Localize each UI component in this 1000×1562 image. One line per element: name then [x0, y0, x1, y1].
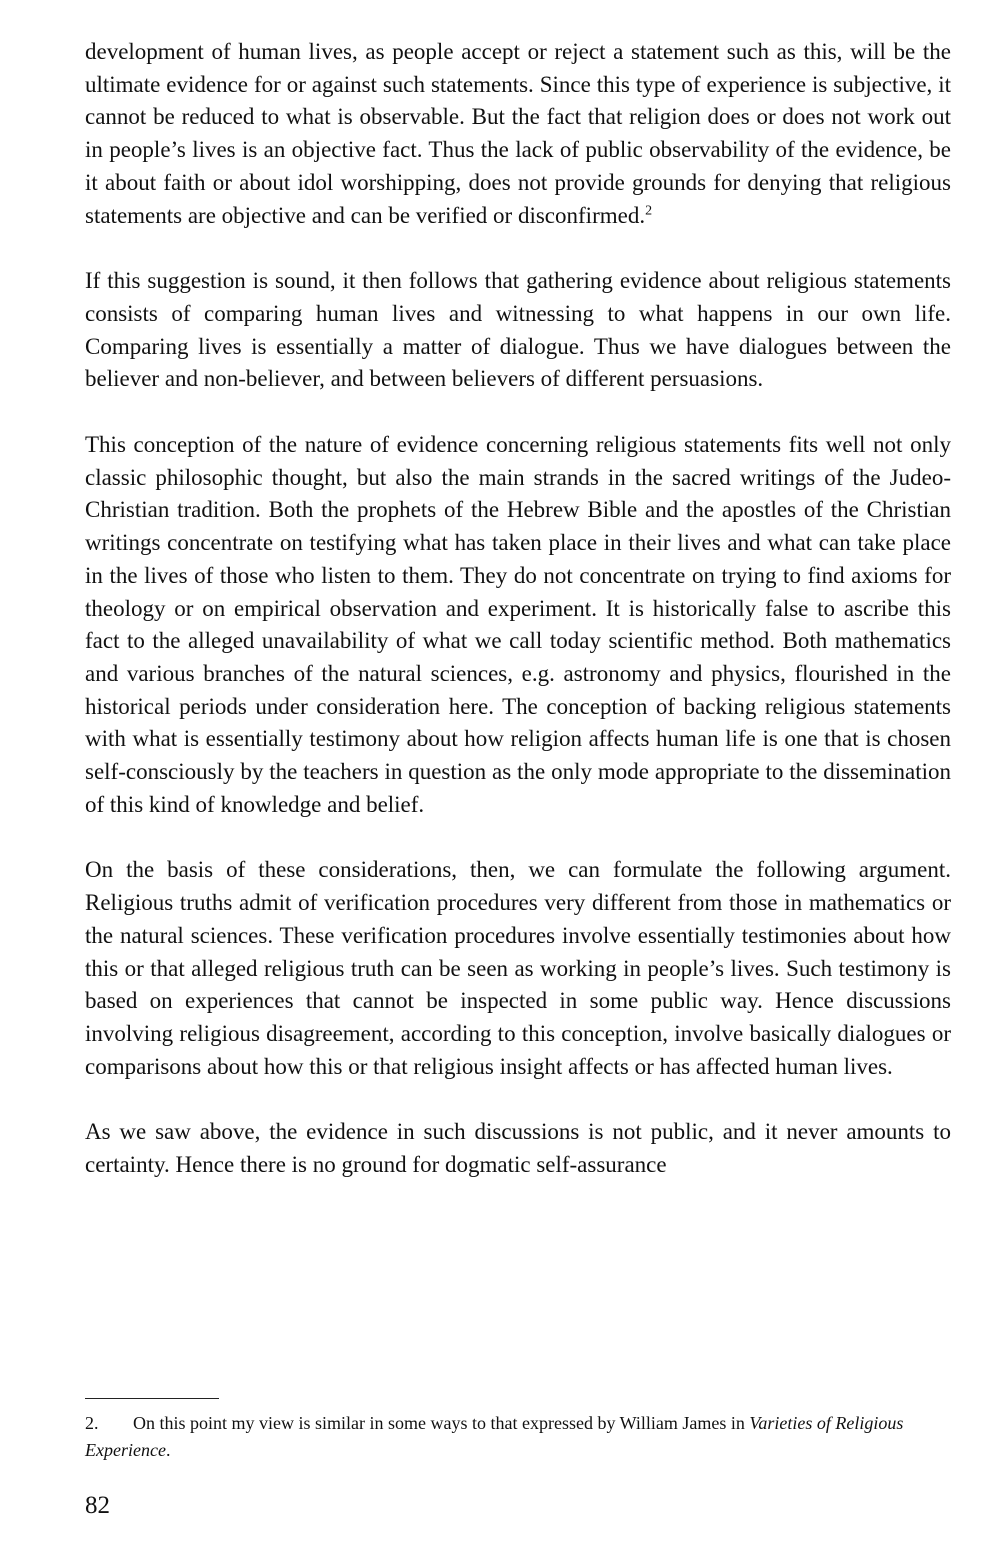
body-text — [85, 36, 951, 1182]
footnote — [85, 1410, 951, 1464]
footnote-divider — [85, 1398, 219, 1399]
paragraph-4: On the basis of these considerations, then, we can formulate the following argument. Religious truths admit of verification procedures very different from those in mathematics or the natural sciences. These verification procedures involve essentially testimonies about how this or that alleged religious truth can be seen as working in people’s lives. Such testimony is based on experiences that cannot be inspected in some public way. Hence discussions involving religious disagreement, according to this conception, involve basically dialogues or comparisons about how this or that religious insight affects or has affected human lives. — [85, 857, 951, 1079]
footnote-end: . — [165, 1440, 171, 1460]
paragraph-1-text: development of human lives, as people accept or reject a statement such as this, will be the ultimate evidence for or against such statements. Since this type of experience is subjective, it cannot be reduced to what is observable. But the fact that religion does or does not work out in people’s lives is an objective fact. Thus the lack of public observability of the evidence, be it about faith or about idol worshipping, does not provide grounds for denying that religious statements are objective and can be verified or disconfirmed. — [85, 39, 951, 228]
page-number: 82 — [85, 1492, 110, 1519]
paragraph-1 — [85, 36, 951, 232]
footnote-book-title: Varieties of Religious Experience — [85, 1413, 904, 1460]
paragraph-3: This conception of the nature of evidence concerning religious statements fits well not only classic philosophic thought, but also the main strands in the sacred writings of the Judeo-Christian tradition. Both the prophets of the Hebrew Bible and the apostles of the Christian writings concentrate on testifying what has taken place in their lives and what can take place in the lives of those who listen to them. They do not concentrate on trying to find axioms for theology or on empirical observation and experiment. It is historically false to ascribe this fact to the alleged unavailability of what we call today scientific method. Both mathematics and various branches of the natural sciences, e.g. astronomy and physics, flourished in the historical periods under consideration here. The conception of backing religious statements with what is essentially testimony about how religion affects human life is one that is chosen self-consciously by the teachers in question as the only mode appropriate to the dissemination of this kind of knowledge and belief. — [85, 432, 951, 817]
footnote-reference[interactable]: 2 — [645, 202, 653, 218]
footnote-number: 2. — [85, 1413, 99, 1433]
paragraph-2: If this suggestion is sound, it then follows that gathering evidence about religious statements consists of comparing human lives and witnessing to what happens in our own life. Comparing lives is essentially a matter of dialogue. Thus we have dialogues between the believer and non-believer, and between believers of different persuasions. — [85, 268, 951, 392]
footnote-text: On this point my view is similar in some ways to that expressed by William James in — [133, 1413, 745, 1433]
paragraph-5: As we saw above, the evidence in such discussions is not public, and it never amounts to certainty. Hence there is no ground for dogmatic self-assurance — [85, 1119, 951, 1178]
